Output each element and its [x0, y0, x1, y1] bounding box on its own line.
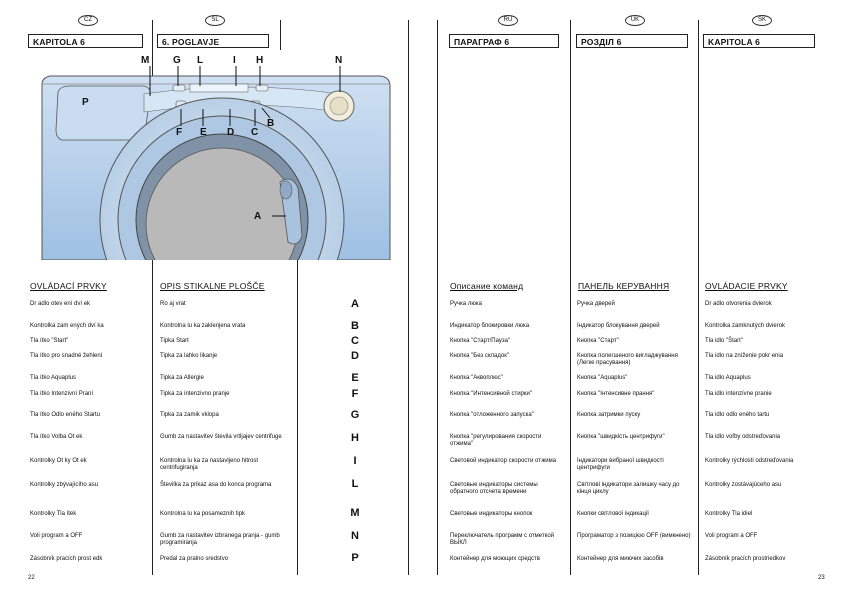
- row-sl-i: Kontrolna lu ka za nastavljeno hitrost centrifugiranja: [160, 458, 259, 471]
- divider-2: [297, 245, 298, 575]
- row-cz-a: Dr adlo otev ení dví ek: [30, 301, 91, 307]
- label-h: H: [256, 55, 264, 66]
- washing-machine-illustration: [40, 52, 392, 260]
- row-sk-d: Tla idlo na zníženie pokr enia: [705, 353, 784, 359]
- row-uk-d: Кнопка полегшеного вигладжування (Легке прасування): [577, 353, 678, 366]
- row-uk-e: Кнопка "Аquaplus": [577, 375, 628, 381]
- letter-a: A: [351, 298, 359, 310]
- row-ru-h: Кнопка "регулирования скорости отжима": [450, 434, 542, 447]
- section-title-sl: OPIS STIKALNE PLOŠČE: [160, 281, 265, 291]
- row-sl-f: Tipka za intenzivno pranje: [160, 391, 230, 397]
- row-cz-e: Tla ítko Aquaplus: [30, 375, 77, 381]
- row-ru-a: Ручка люка: [450, 301, 482, 307]
- row-sk-a: Dr adlo otvorenia dvierok: [705, 301, 772, 307]
- row-sk-g: Tla idlo odlo eného tartu: [705, 412, 770, 418]
- row-cz-l: Kontrolky zbývajícího asu: [30, 482, 99, 488]
- row-sk-h: Tla idlo voľby odstreďovania: [705, 434, 781, 440]
- row-sk-n: Voli program a OFF: [705, 533, 758, 539]
- divider-4: [437, 20, 438, 575]
- letter-m: M: [350, 507, 360, 519]
- row-sl-c: Tipka Start: [160, 338, 189, 344]
- row-ru-d: Кнопка "Без складок": [450, 353, 509, 359]
- row-sk-f: Tla idlo intenzívne pranie: [705, 391, 772, 397]
- row-sl-g: Tipka za zamik vklopa: [160, 412, 219, 418]
- row-cz-d: Tla ítko pro snadné žehlení: [30, 353, 103, 359]
- letter-f: F: [351, 388, 359, 400]
- indicator-g: [173, 85, 185, 91]
- indicator-h: [256, 85, 268, 91]
- letter-l: L: [351, 478, 359, 490]
- row-sk-c: Tla idlo "Štart": [705, 338, 743, 344]
- row-uk-h: Кнопка "швидкість центрифуги": [577, 434, 665, 440]
- chapter-title-cz: KAPITOLA 6: [28, 34, 143, 48]
- section-title-cz: OVLÁDACÍ PRVKY: [30, 281, 107, 291]
- display-l: [190, 84, 248, 92]
- row-sk-l: Kontrolky zostávajúceho asu: [705, 482, 782, 488]
- row-sl-m: Kontrolna lu ka posameznih tipk: [160, 511, 246, 517]
- row-ru-i: Световой индикатор скорости отжима: [450, 458, 557, 464]
- row-sl-a: Ro aj vrat: [160, 301, 186, 307]
- row-sk-i: Kontrolky rýchlosti odstreďovania: [705, 458, 794, 464]
- divider-3: [408, 20, 409, 575]
- chapter-title-ru: ПАРАГРАФ 6: [449, 34, 559, 48]
- letter-h: H: [351, 432, 359, 444]
- label-m: M: [141, 55, 150, 66]
- row-cz-n: Voli program a OFF: [30, 533, 83, 539]
- row-uk-c: Кнопка "Старт": [577, 338, 619, 344]
- letter-e: E: [351, 372, 359, 384]
- row-sk-b: Kontrolka zamknutých dvierok: [705, 323, 786, 329]
- row-ru-b: Индикатор блокировки люка: [450, 323, 530, 329]
- label-g: G: [173, 55, 181, 66]
- row-uk-n: Програматор з позицією OFF (вимкнено): [577, 533, 691, 539]
- row-uk-b: Індикатор блокування дверей: [577, 323, 660, 329]
- chapter-title-sl: 6. POGLAVJE: [157, 34, 269, 48]
- page-number-right: 23: [818, 575, 825, 581]
- label-d: D: [227, 127, 235, 138]
- row-uk-i: Індикатори вибраної швидкості центрифуги: [577, 458, 664, 471]
- row-uk-g: Кнопка затримки пуску: [577, 412, 641, 418]
- row-cz-h: Tla ítko Volba Ot ek: [30, 434, 83, 440]
- row-cz-p: Zásobník pracích prost edk: [30, 556, 103, 562]
- lang-badge-uk: UK: [625, 15, 645, 26]
- row-ru-g: Кнопка "отложенного запуска": [450, 412, 534, 418]
- label-b: B: [267, 118, 275, 129]
- row-sl-n: Gumb za nastavitev izbranega pranja - gumb programiranja: [160, 533, 280, 546]
- row-sk-p: Zásobník pracích prostriedkov: [705, 556, 786, 562]
- divider-6: [698, 20, 699, 575]
- row-uk-a: Ручка дверей: [577, 301, 615, 307]
- row-cz-i: Kontrolky Ot ky Ot ek: [30, 458, 87, 464]
- row-ru-n: Переключатель программ с отметкой ВЫКЛ: [450, 533, 555, 546]
- section-title-uk: ПАНЕЛЬ КЕРУВАННЯ: [578, 281, 670, 291]
- label-n: N: [335, 55, 343, 66]
- row-cz-m: Kontrolky Tla ítek: [30, 511, 77, 517]
- row-cz-f: Tla ítko Intenzivní Praní: [30, 391, 94, 397]
- label-p: P: [82, 97, 89, 108]
- lang-badge-cz: CZ: [78, 15, 98, 26]
- label-c: C: [251, 127, 259, 138]
- row-sl-p: Predal za pralno sredstvo: [160, 556, 229, 562]
- row-ru-m: Световые индикаторы кнопок: [450, 511, 533, 517]
- letter-g: G: [350, 409, 360, 421]
- chapter-title-sk: KAPITOLA 6: [703, 34, 815, 48]
- lang-badge-sk: SK: [752, 15, 772, 26]
- row-sl-e: Tipka za Allergie: [160, 375, 204, 381]
- divider-5: [570, 20, 571, 575]
- divider-2-top: [280, 20, 281, 50]
- section-title-sk: OVLÁDACIE PRVKY: [705, 281, 788, 291]
- letter-b: B: [351, 320, 359, 332]
- row-uk-p: Контейнер для миючих засобів: [577, 556, 664, 562]
- row-cz-g: Tla ítko Odlo eného Startu: [30, 412, 101, 418]
- letter-n: N: [351, 530, 359, 542]
- row-ru-c: Кнопка "Старт/Пауза": [450, 338, 511, 344]
- letter-p: P: [351, 552, 359, 564]
- row-ru-p: Контейнер для моющих средств: [450, 556, 540, 562]
- row-uk-f: Кнопка "Інтенсивне прання": [577, 391, 655, 397]
- row-cz-c: Tla ítko "Start": [30, 338, 69, 344]
- row-sl-h: Gumb za nastavitev števila vrtljajev centrifuge: [160, 434, 282, 440]
- letter-i: I: [353, 455, 357, 467]
- lang-badge-sl: SL: [205, 15, 225, 26]
- row-sl-b: Kontrolna lu ka zaklenjena vrata: [160, 323, 246, 329]
- chapter-title-uk: РОЗДІЛ 6: [576, 34, 688, 48]
- row-ru-l: Световые индикаторы системы обратного отсчета времени: [450, 482, 538, 495]
- label-i: I: [233, 55, 236, 66]
- row-uk-l: Світлові індикатори залишку часу до кінця циклу: [577, 482, 680, 495]
- label-a: A: [254, 211, 262, 222]
- row-sl-l: Številka za prikaz asa do konca programa: [160, 482, 272, 488]
- row-cz-b: Kontrolka zam ených dví ka: [30, 323, 104, 329]
- label-e: E: [200, 127, 207, 138]
- row-uk-m: Кнопки світлової індикації: [577, 511, 649, 517]
- row-ru-f: Кнопка "Интенсивной стирки": [450, 391, 532, 397]
- row-sk-m: Kontrolky Tla idiel: [705, 511, 753, 517]
- row-ru-e: Кнопка "Аквоплюс": [450, 375, 503, 381]
- section-title-ru: Описание команд: [450, 281, 524, 291]
- letter-d: D: [351, 350, 359, 362]
- letter-c: C: [351, 335, 359, 347]
- lang-badge-ru: RU: [498, 15, 518, 26]
- row-sl-d: Tipka za lahko likanje: [160, 353, 218, 359]
- page-number-left: 22: [28, 575, 35, 581]
- label-l: L: [197, 55, 204, 66]
- row-sk-e: Tla idlo Aquaplus: [705, 375, 751, 381]
- label-f: F: [176, 127, 183, 138]
